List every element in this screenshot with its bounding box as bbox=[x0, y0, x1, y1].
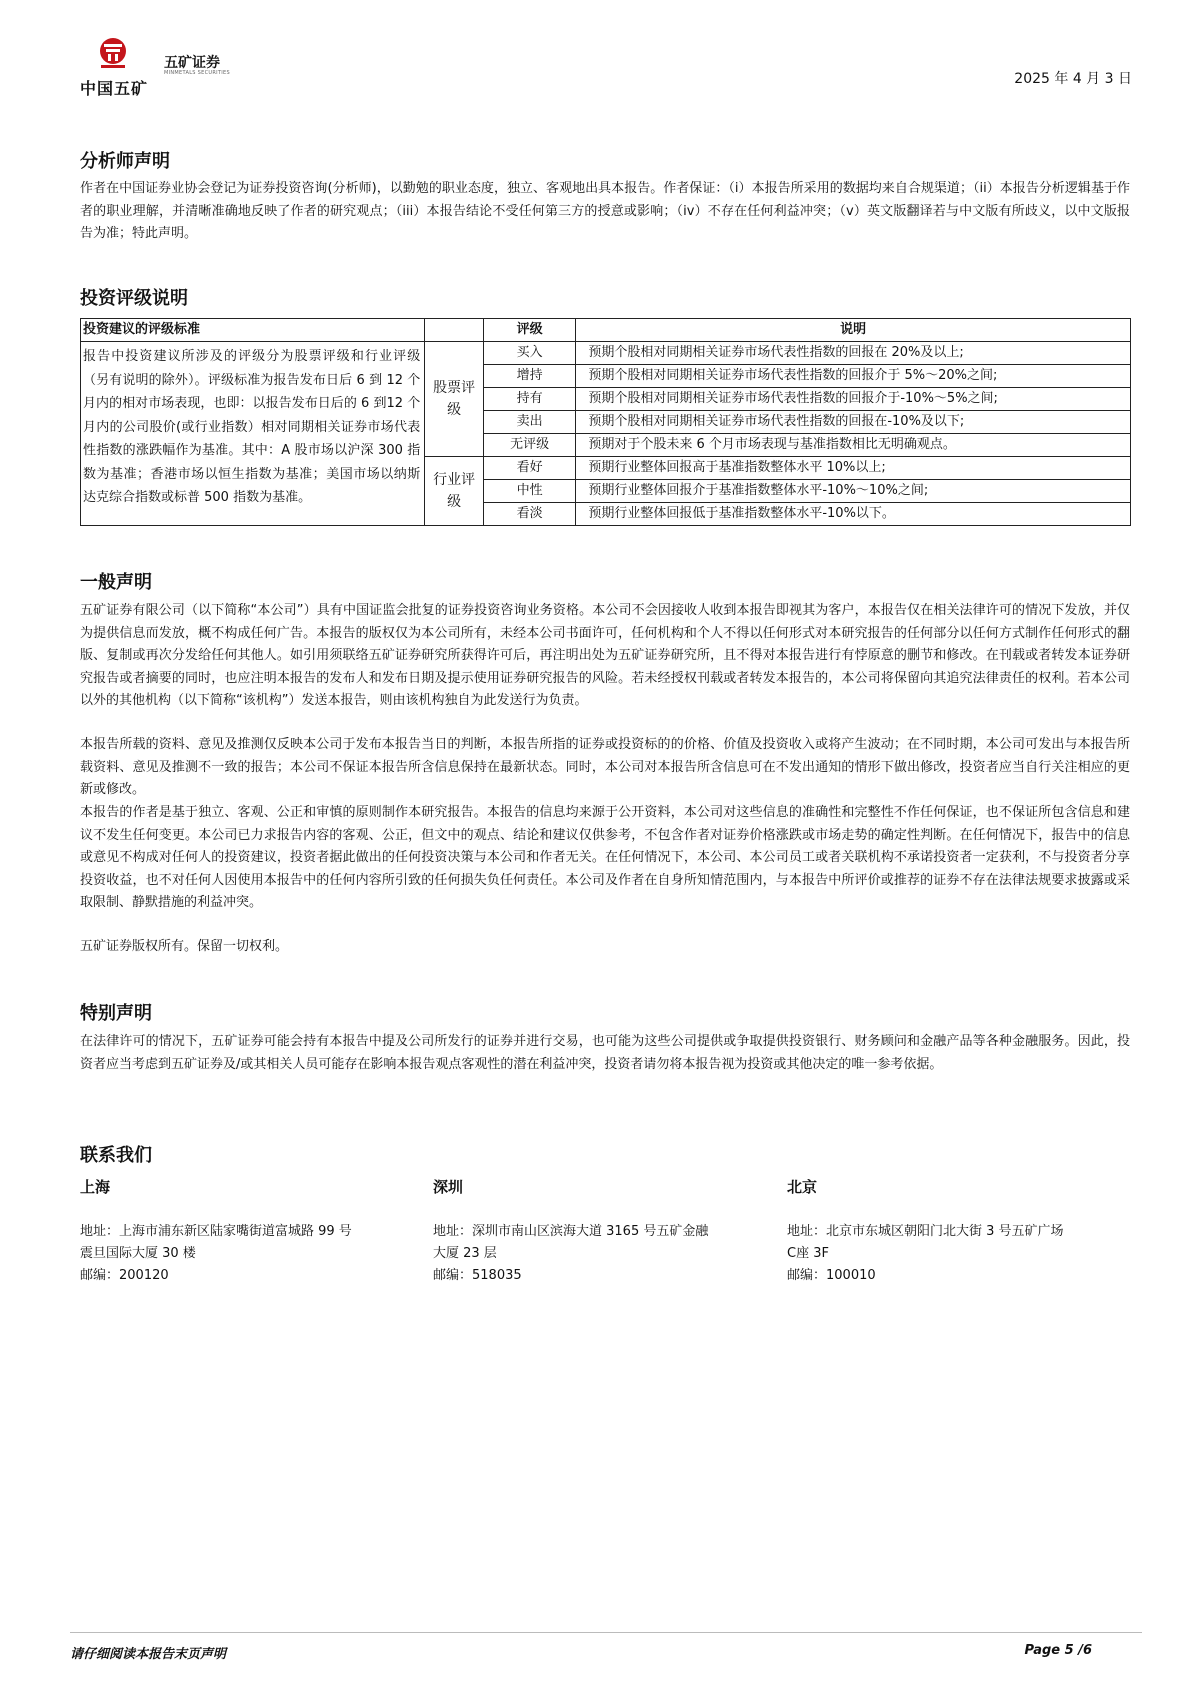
special-statement-title: 特别声明 bbox=[80, 1003, 152, 1024]
stock-rating-label: 股票评级 bbox=[425, 342, 484, 457]
rating-level: 看淡 bbox=[483, 503, 575, 526]
report-date: 2025 年 4 月 3 日 bbox=[1014, 71, 1132, 87]
contact-postcode: 邮编：200120 bbox=[80, 1268, 169, 1283]
general-statement-title: 一般声明 bbox=[80, 572, 152, 593]
contact-office-shanghai bbox=[80, 1176, 420, 1287]
general-statement-paragraph: 五矿证券版权所有。保留一切权利。 bbox=[80, 939, 289, 954]
rating-standard-text: 报告中投资建议所涉及的评级分为股票评级和行业评级（另有说明的除外）。评级标准为报告发布日后 6 到 12 个月内的相对市场表现，也即：以报告发布日后的 6 到12 个月内的公司股价(或行业指数）相对同期相关证券市场代表性指数的涨跌幅作为基准。其中：A 股市场以沪深 300 指数为基准；香港市场以恒生指数为基准；美国市场以纳斯达克综合指数或标普 500 指数为基准。 bbox=[81, 342, 425, 526]
rating-level: 买入 bbox=[483, 342, 575, 365]
footer-notice: 请仔细阅读本报告末页声明 bbox=[70, 1647, 227, 1662]
page-number: Page 5 /6 bbox=[1024, 1643, 1092, 1658]
rating-description: 预期行业整体回报低于基准指数整体水平-10%以下。 bbox=[576, 503, 1131, 526]
logo-brand-name: 五矿证券 bbox=[164, 55, 220, 71]
footer-divider bbox=[70, 1632, 1142, 1633]
rating-description: 预期个股相对同期相关证券市场代表性指数的回报在 20%及以上; bbox=[576, 342, 1131, 365]
rating-description: 预期行业整体回报介于基准指数整体水平-10%～10%之间; bbox=[576, 480, 1131, 503]
rating-level: 卖出 bbox=[483, 411, 575, 434]
special-statement-body: 在法律许可的情况下，五矿证券可能会持有本报告中提及公司所发行的证券并进行交易，也可能为这些公司提供或争取提供投资银行、财务顾问和金融产品等各种金融服务。因此，投资者应当考虑到五矿证券及/或其相关人员可能存在影响本报告观点客观性的潜在利益冲突，投资者请勿将本报告视为投资或其他决定的唯一参考依据。 bbox=[80, 1034, 1130, 1072]
logo-emblem-icon bbox=[98, 36, 128, 70]
rating-row bbox=[81, 342, 1131, 365]
rating-description: 预期个股相对同期相关证券市场代表性指数的回报介于-10%～5%之间; bbox=[576, 388, 1131, 411]
contact-address: C座 3F bbox=[787, 1246, 829, 1261]
rating-table bbox=[80, 318, 1131, 526]
rating-level: 中性 bbox=[483, 480, 575, 503]
rating-level-header: 评级 bbox=[483, 319, 575, 342]
contact-postcode: 邮编：518035 bbox=[433, 1268, 522, 1283]
contact-city: 北京 bbox=[787, 1178, 818, 1196]
contact-address: 大厦 23 层 bbox=[433, 1246, 497, 1261]
contact-address: 地址：深圳市南山区滨海大道 3165 号五矿金融 bbox=[433, 1224, 709, 1239]
rating-header-blank bbox=[425, 319, 484, 342]
rating-level: 看好 bbox=[483, 457, 575, 480]
contact-postcode: 邮编：100010 bbox=[787, 1268, 876, 1283]
contact-address: 地址：上海市浦东新区陆家嘴街道富城路 99 号 bbox=[80, 1224, 352, 1239]
industry-rating-label: 行业评级 bbox=[425, 457, 484, 526]
logo-group-name: 中国五矿 bbox=[80, 79, 149, 98]
general-statement-paragraph: 本报告所载的资料、意见及推测仅反映本公司于发布本报告当日的判断，本报告所指的证券或投资标的的价格、价值及投资收入或将产生波动；在不同时期，本公司可发出与本报告所载资料、意见及推测不一致的报告；本公司不保证本报告所含信息保持在最新状态。同时，本公司对本报告所含信息可在不发出通知的情形下做出修改，投资者应当自行关注相应的更新或修改。 bbox=[80, 737, 1130, 797]
contact-title: 联系我们 bbox=[80, 1145, 152, 1166]
analyst-statement-body: 作者在中国证券业协会登记为证券投资咨询(分析师)，以勤勉的职业态度，独立、客观地出具本报告。作者保证：（i）本报告所采用的数据均来自合规渠道；（ii）本报告分析逻辑基于作者的职业理解，并清晰准确地反映了作者的研究观点；（iii）本报告结论不受任何第三方的授意或影响；（iv）不存在任何利益冲突；（v）英文版翻译若与中文版有所歧义，以中文版报告为准；特此声明。 bbox=[80, 181, 1130, 241]
logo-brand-english: MINMETALS SECURITIES bbox=[164, 70, 230, 76]
rating-level: 增持 bbox=[483, 365, 575, 388]
rating-description: 预期对于个股未来 6 个月市场表现与基准指数相比无明确观点。 bbox=[576, 434, 1131, 457]
company-logo bbox=[78, 36, 248, 96]
rating-level: 持有 bbox=[483, 388, 575, 411]
general-statement-paragraph: 本报告的作者是基于独立、客观、公正和审慎的原则制作本研究报告。本报告的信息均来源于公开资料，本公司对这些信息的准确性和完整性不作任何保证，也不保证所包含信息和建议不发生任何变更。本公司已力求报告内容的客观、公正，但文中的观点、结论和建议仅供参考，不包含作者对证券价格涨跌或市场走势的确定性判断。在任何情况下，报告中的信息或意见不构成对任何人的投资建议，投资者据此做出的任何投资决策与本公司和作者无关。在任何情况下，本公司、本公司员工或者关联机构不承诺投资者一定获利，不与投资者分享投资收益，也不对任何人因使用本报告中的任何内容所引致的任何损失负任何责任。本公司及作者在自身所知情范围内，与本报告中所评价或推荐的证券不存在法律法规要求披露或采取限制、静默措施的利益冲突。 bbox=[80, 805, 1130, 910]
rating-description: 预期个股相对同期相关证券市场代表性指数的回报介于 5%～20%之间; bbox=[576, 365, 1131, 388]
rating-description: 预期个股相对同期相关证券市场代表性指数的回报在-10%及以下; bbox=[576, 411, 1131, 434]
analyst-statement-title: 分析师声明 bbox=[80, 151, 170, 172]
contact-city: 深圳 bbox=[433, 1178, 464, 1196]
rating-section-title: 投资评级说明 bbox=[80, 288, 188, 309]
rating-table-header-row bbox=[81, 319, 1131, 342]
contact-city: 上海 bbox=[80, 1178, 111, 1196]
contact-address: 地址：北京市东城区朝阳门北大街 3 号五矿广场 bbox=[787, 1224, 1064, 1239]
rating-desc-header: 说明 bbox=[576, 319, 1131, 342]
rating-description: 预期行业整体回报高于基准指数整体水平 10%以上; bbox=[576, 457, 1131, 480]
contact-address: 震旦国际大厦 30 楼 bbox=[80, 1246, 196, 1261]
rating-level: 无评级 bbox=[483, 434, 575, 457]
contact-office-shenzhen bbox=[433, 1176, 773, 1287]
contact-office-beijing bbox=[787, 1176, 1127, 1287]
rating-standard-heading: 投资建议的评级标准 bbox=[81, 319, 425, 342]
general-statement-paragraph: 五矿证券有限公司（以下简称“本公司”）具有中国证监会批复的证券投资咨询业务资格。本公司不会因接收人收到本报告即视其为客户，本报告仅在相关法律许可的情况下发放，并仅为提供信息而发放，概不构成任何广告。本报告的版权仅为本公司所有，未经本公司书面许可，任何机构和个人不得以任何形式对本研究报告的任何部分以任何方式制作任何形式的翻版、复制或再次分发给任何其他人。如引用须联络五矿证券研究所获得许可后，再注明出处为五矿证券研究所，且不得对本报告进行有悖原意的删节和修改。在刊载或者转发本证券研究报告或者摘要的同时，也应注明本报告的发布人和发布日期及提示使用证券研究报告的风险。若未经授权刊载或者转发本报告的，本公司将保留向其追究法律责任的权利。若本公司以外的其他机构（以下简称“该机构”）发送本报告，则由该机构独自为此发送行为负责。 bbox=[80, 603, 1130, 708]
